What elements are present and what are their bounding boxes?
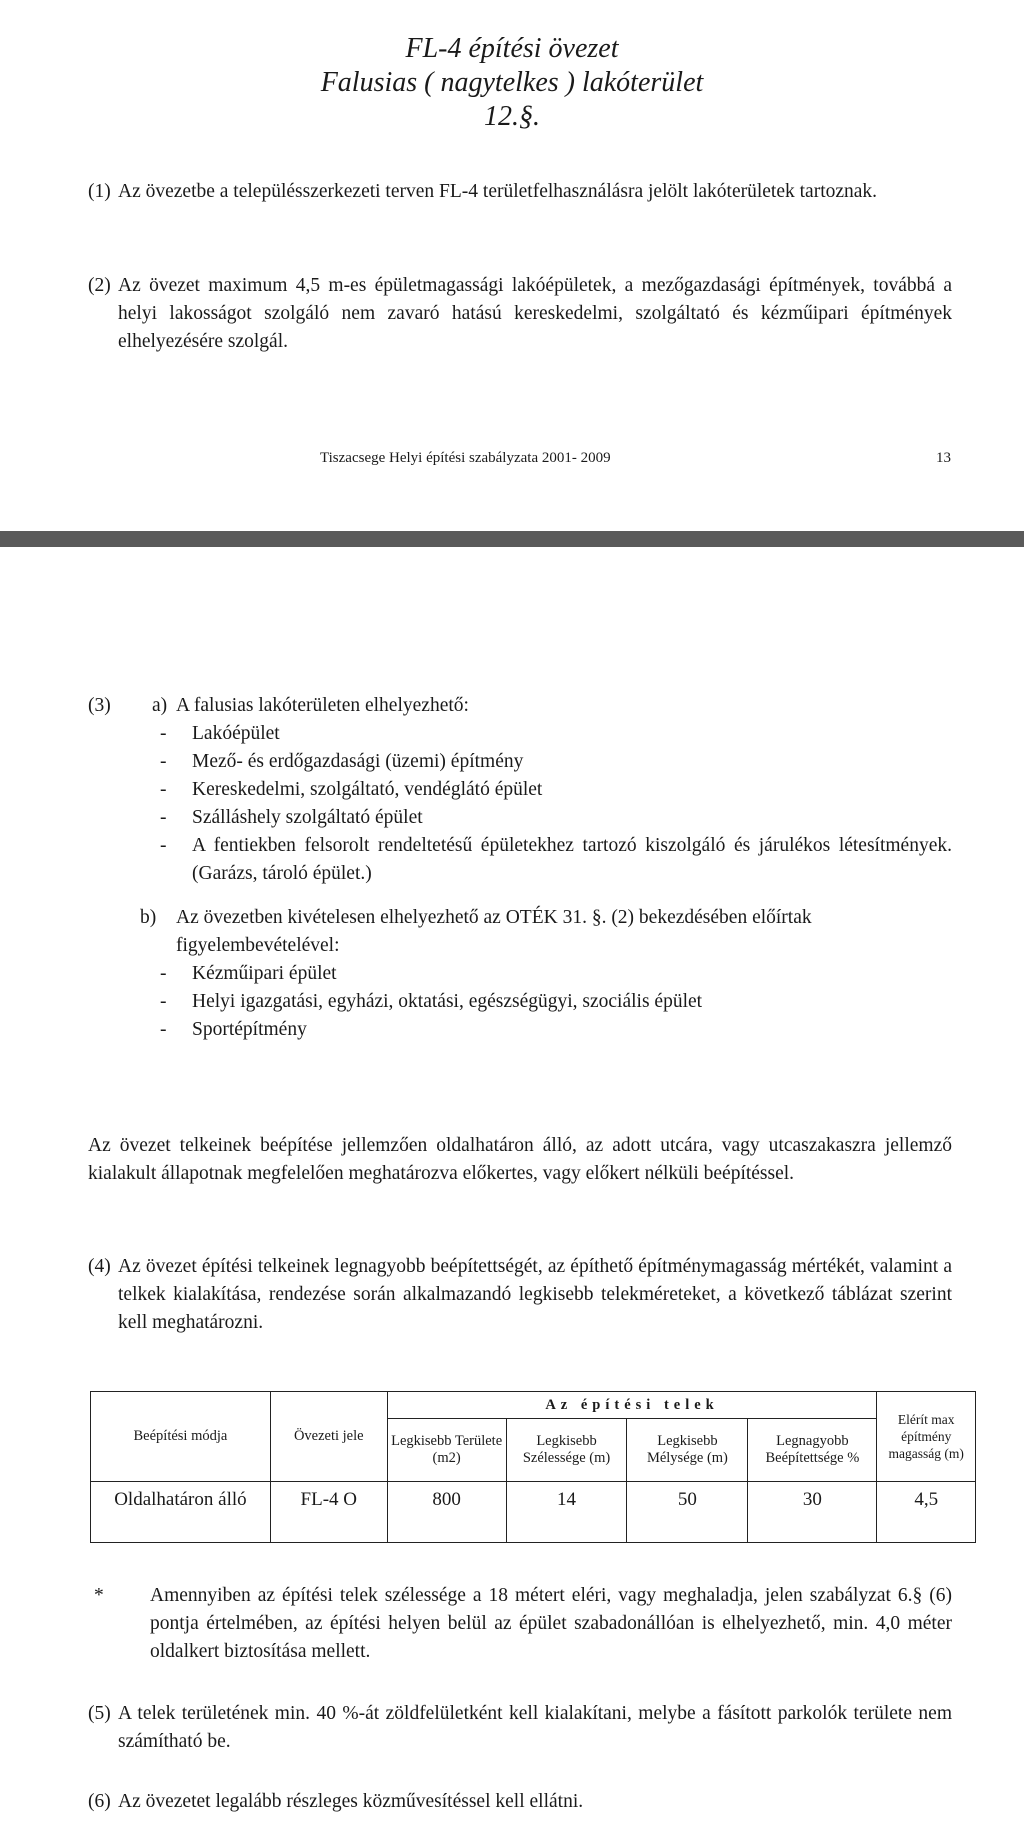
table-header-building-method: Beépítési módja xyxy=(91,1392,271,1482)
paragraph-3a-label: a) xyxy=(152,695,168,716)
paragraph-3b-intro-continued: figyelembevételével: xyxy=(176,935,340,956)
paragraph-4 xyxy=(88,1253,952,1337)
paragraph-6-number: (6) xyxy=(88,1791,111,1812)
paragraph-3 xyxy=(88,692,952,1044)
list-item: - Mező- és erdőgazdasági (üzemi) építmény xyxy=(160,751,524,772)
table-cell-max-height: 4,5 xyxy=(877,1482,976,1543)
list-item: - Lakóépület xyxy=(160,723,280,744)
title-line-1: FL-4 építési övezet xyxy=(405,33,619,64)
paragraph-2-number: (2) xyxy=(88,275,111,296)
table-header-max-coverage: Legnagyobb Beépítettsége % xyxy=(748,1419,877,1482)
table-cell-min-width: 14 xyxy=(506,1482,627,1543)
paragraph-6-text: Az övezetet legalább részleges közművesítéssel kell ellátni. xyxy=(118,1791,584,1812)
table-header-min-width: Legkisebb Szélessége (m) xyxy=(506,1419,627,1482)
page-separator xyxy=(0,531,1024,547)
list-item: - Sportépítmény xyxy=(160,1019,307,1040)
paragraph-1 xyxy=(88,178,952,206)
paragraph-5-text: A telek területének min. 40 %-át zöldfelületként kell kialakítani, melybe a fásított parkolók területe nem számítható be. xyxy=(118,1703,952,1752)
table-footnote xyxy=(88,1582,952,1666)
exceptional-uses-list xyxy=(154,960,952,1044)
building-method-paragraph: Az övezet telkeinek beépítése jellemzően oldalhatáron álló, az adott utcára, vagy utcaszakaszra jellemző kialakult állapotnak megfelelően meghatározva előkertes, vagy előkert nélküli beépítéssel. xyxy=(88,1135,952,1184)
title-line-2: Falusias ( nagytelkes ) lakóterület xyxy=(320,67,704,98)
paragraph-3a-intro: A falusias lakóterületen elhelyezhető: xyxy=(176,695,469,716)
list-item: - Szálláshely szolgáltató épület xyxy=(160,807,423,828)
footnote-mark: * xyxy=(94,1585,104,1606)
table-header-min-depth: Legkisebb Mélysége (m) xyxy=(627,1419,748,1482)
paragraph-3-number: (3) xyxy=(88,695,111,716)
table-cell-building-method: Oldalhatáron álló xyxy=(91,1482,271,1543)
paragraph-5-number: (5) xyxy=(88,1703,111,1724)
paragraph-1-number: (1) xyxy=(88,181,111,202)
table-header-max-height: Elérít max építmény magasság (m) xyxy=(877,1392,976,1482)
paragraph-1-text: Az övezetbe a településszerkezeti terven FL-4 területfelhasználásra jelölt lakóterületek tartoznak. xyxy=(118,181,878,202)
paragraph-2 xyxy=(88,272,952,356)
lot-requirements-table xyxy=(90,1391,976,1543)
table-row xyxy=(91,1482,976,1543)
table-cell-min-depth: 50 xyxy=(627,1482,748,1543)
table-header-min-area: Legkisebb Területe (m2) xyxy=(387,1419,506,1482)
table-cell-zone-code: FL-4 O xyxy=(270,1482,387,1543)
table-cell-max-coverage: 30 xyxy=(748,1482,877,1543)
page-number: 13 xyxy=(936,450,951,466)
permitted-uses-list xyxy=(154,720,952,888)
paragraph-3b xyxy=(140,904,952,1044)
paragraph-6 xyxy=(88,1788,952,1816)
title-line-3: 12.§. xyxy=(484,101,540,132)
table-header-zone-code: Övezeti jele xyxy=(270,1392,387,1482)
paragraph-3b-intro: Az övezetben kivételesen elhelyezhető az OTÉK 31. §. (2) bekezdésében előírtak xyxy=(176,907,812,928)
list-item: - Kézműipari épület xyxy=(160,963,337,984)
document-page-1 xyxy=(0,0,1024,531)
table-cell-min-area: 800 xyxy=(387,1482,506,1543)
list-item: - Kereskedelmi, szolgáltató, vendéglátó épület xyxy=(160,779,543,800)
list-item: - A fentiekben felsorolt rendeltetésű épületekhez tartozó kiszolgáló és járulékos létesítmények. (Garázs, tároló épület.) xyxy=(160,835,952,884)
list-item: - Helyi igazgatási, egyházi, oktatási, egészségügyi, szociális épület xyxy=(160,991,703,1012)
paragraph-5 xyxy=(88,1700,952,1756)
zone-title xyxy=(0,32,1024,134)
paragraph-2-text: Az övezet maximum 4,5 m-es épületmagassági lakóépületek, a mezőgazdasági építmények, továbbá a helyi lakosságot szolgáló nem zavaró hatású kereskedelmi, szolgáltató és kézműipari építmények elhelyezésére szolgál. xyxy=(118,275,952,352)
paragraph-4-text: Az övezet építési telkeinek legnagyobb beépítettségét, az építhető építménymagasság mértékét, valamint a telkek kialakítása, rendezése során alkalmazandó legkisebb telekméreteket, a következő táblázat szerint kell meghatározni. xyxy=(118,1256,952,1333)
paragraph-3b-label: b) xyxy=(140,907,157,928)
table-header-row xyxy=(91,1392,976,1419)
paragraph-3a xyxy=(160,692,952,888)
table-group-header: Az építési telek xyxy=(387,1392,877,1419)
page-footer: Tiszacsege Helyi építési szabályzata 2001- 2009 xyxy=(320,450,611,466)
paragraph-4-number: (4) xyxy=(88,1256,111,1277)
footnote-text: Amennyiben az építési telek szélessége a 18 métert eléri, vagy meghaladja, jelen szabályzat 6.§ (6) pontja értelmében, az építési helyen belül az épület szabadonállóan is elhelyezhető, min. 4,0 méter oldalkert biztosítása mellett. xyxy=(150,1585,952,1662)
